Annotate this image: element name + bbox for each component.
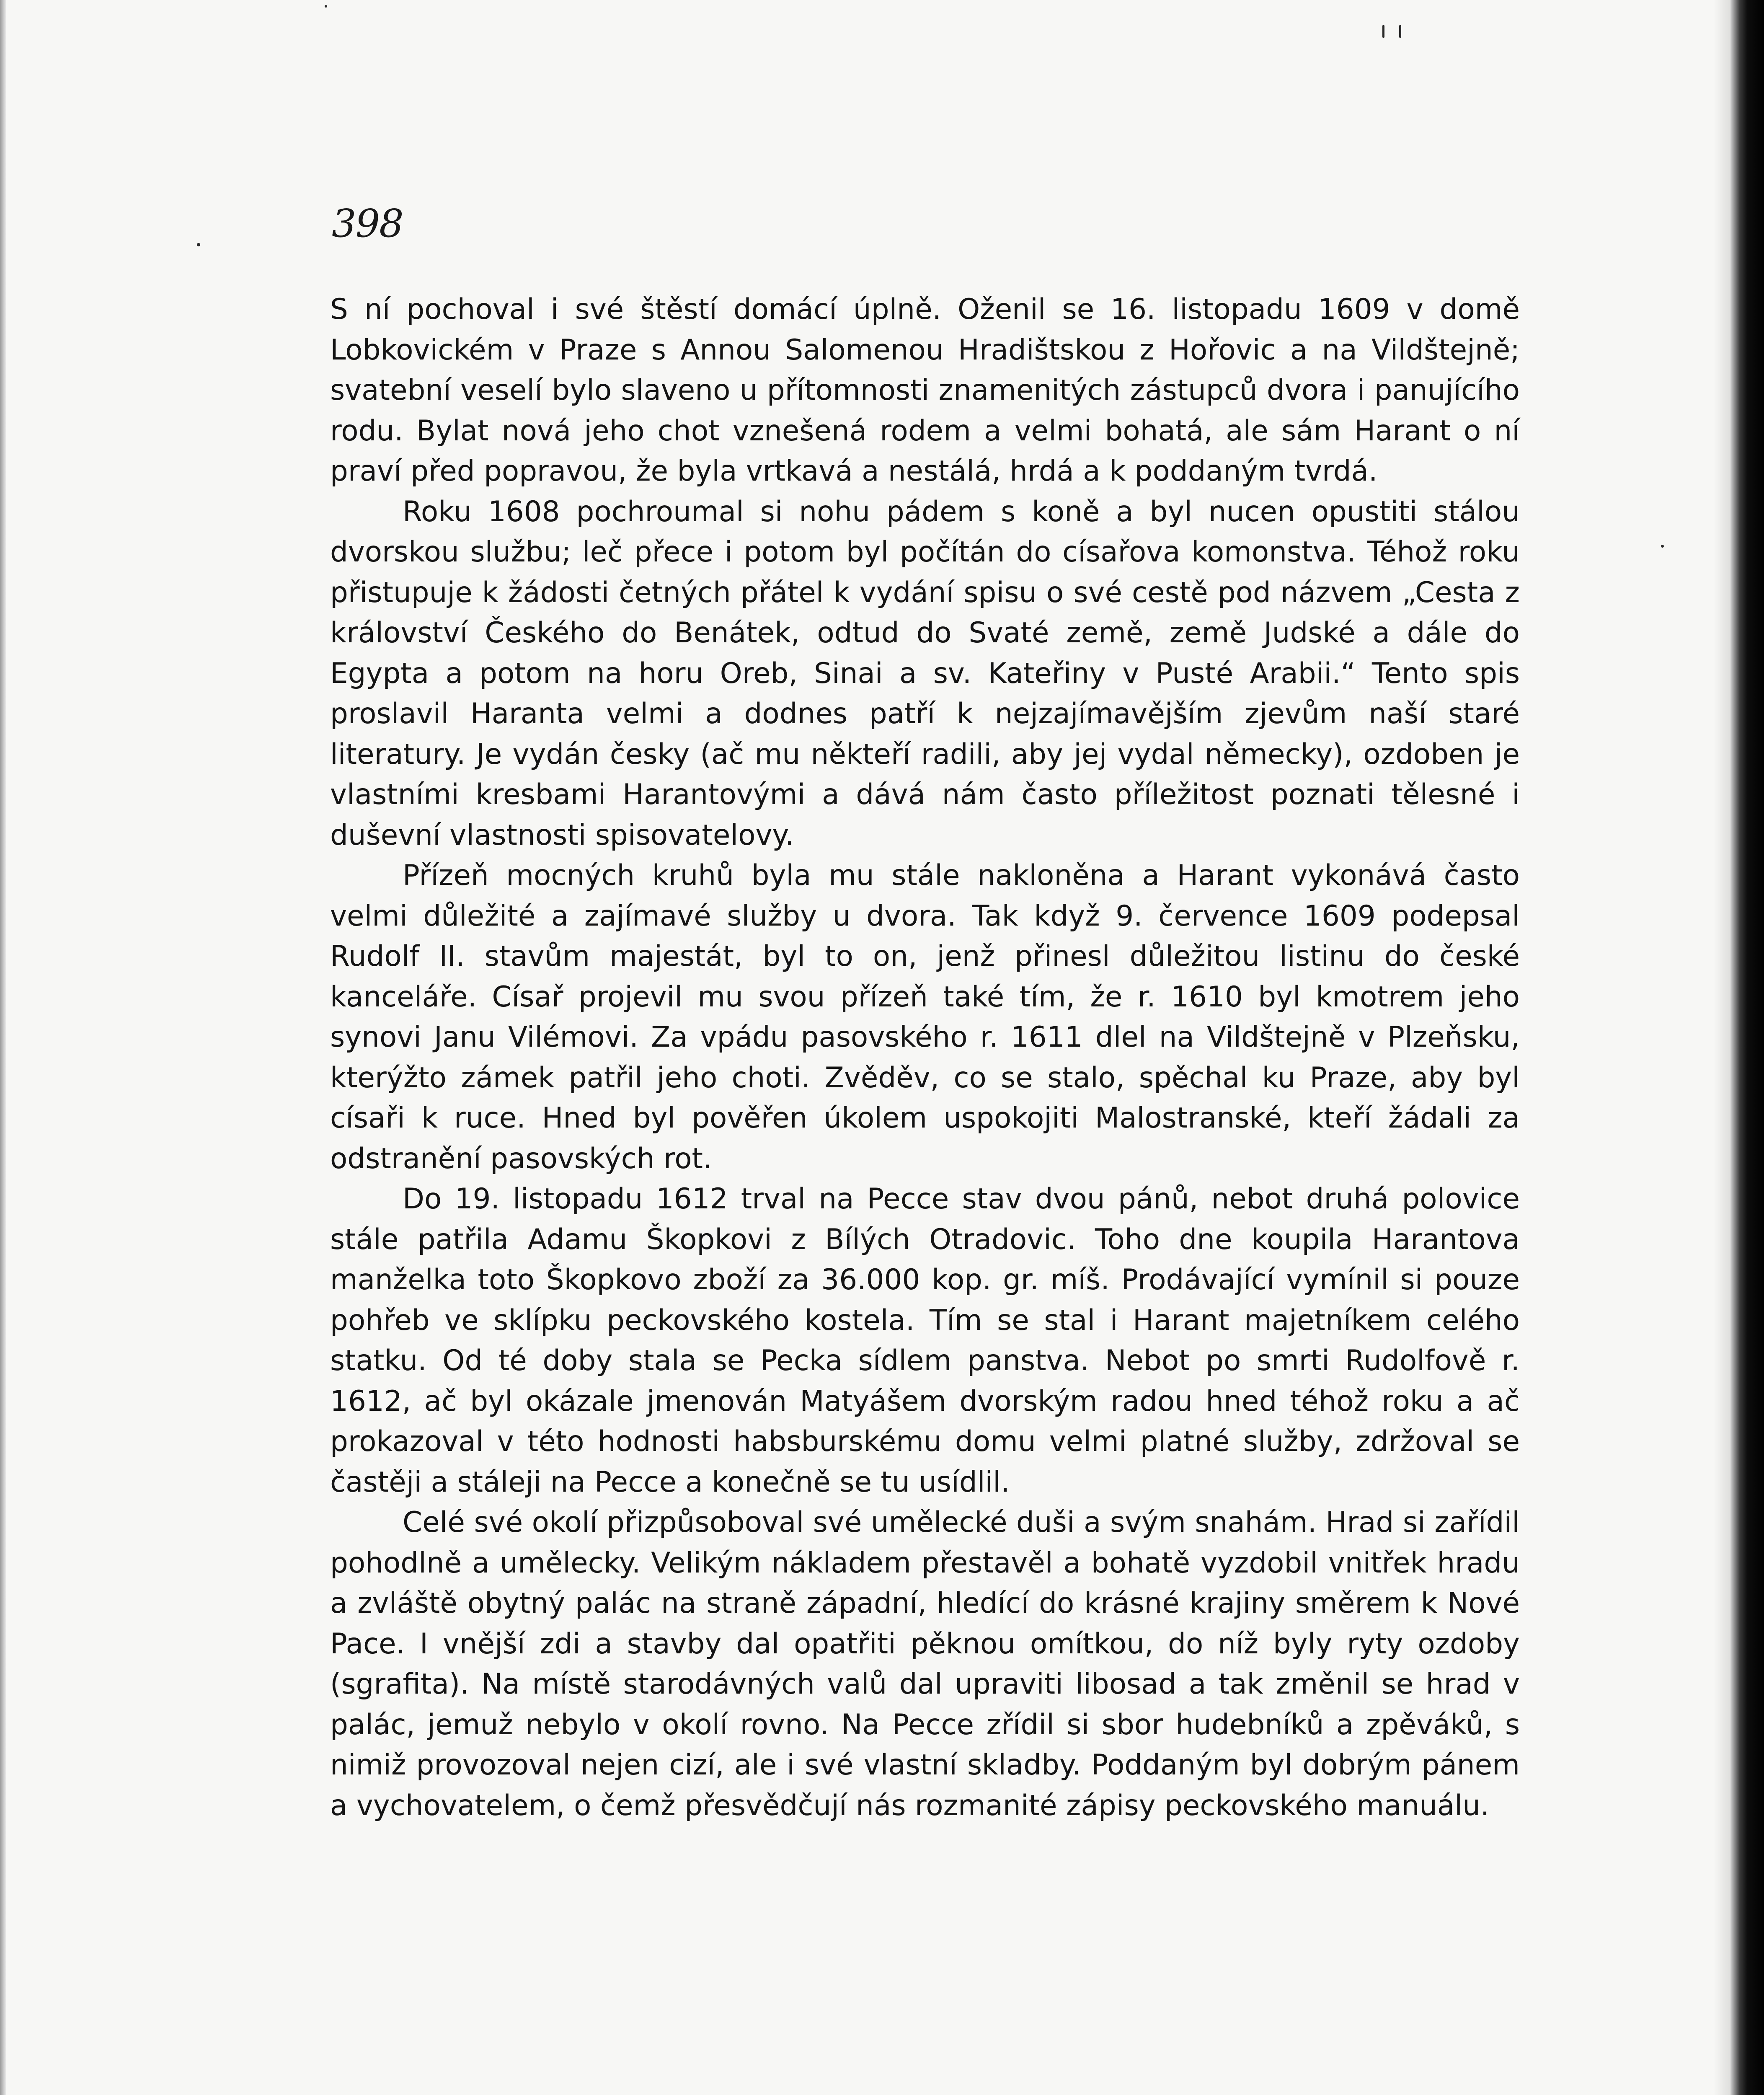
page-binding-shadow	[1714, 0, 1730, 2095]
speck	[1399, 25, 1401, 38]
scan-border-right	[1730, 0, 1764, 2095]
page-left-edge	[0, 0, 6, 2095]
paragraph: Roku 1608 pochroumal si nohu pádem s koně a byl nucen opustiti stálou dvorskou službu; leč přece i potom byl počítán do císařova komonstva. Téhož roku přistupuje k žádosti četných přátel k vydání spisu o své cestě pod názvem „Cesta z království Českého do Benátek, odtud do Svaté země, země Judské a dále do Egypta a potom na horu Oreb, Sinai a sv. Kateřiny v Pusté Arabii.“ Tento spis proslavil Haranta velmi a dodnes patří k nejzajímavějším zjevům naší staré literatury. Je vydán česky (ač mu někteří radili, aby jej vydal německy), ozdoben je vlastními kresbami Harantovými a dává nám často příležitost poznati tělesné i duševní vlastnosti spisovatelovy.	[330, 494, 1520, 851]
paragraph: Do 19. listopadu 1612 trval na Pecce stav dvou pánů, nebot druhá polovice stále patřila Adamu Škopkovi z Bílých Otradovic. Toho dne koupila Harantova manželka toto Škopkovo zboží za 36.000 kop. gr. míš. Prodávající vymínil si pouze pohřeb ve sklípku peckovského kostela. Tím se stal i Harant majetníkem celého statku. Od té doby stala se Pecka sídlem panstva. Nebot po smrti Rudolfově r. 1612, ač byl okázale jmenován Matyášem dvorským radou hned téhož roku a ač prokazoval v této hodnosti habsburskému domu velmi platné služby, zdržoval se častěji a stáleji na Pecce a konečně se tu usídlil.	[330, 1182, 1520, 1498]
speck	[197, 243, 200, 246]
speck	[1661, 545, 1664, 548]
paragraph: S ní pochoval i své štěstí domácí úplně. Oženil se 16. listopadu 1609 v domě Lobkovickém v Praze s Annou Salomenou Hradištskou z Hořovic a na Vildštejně; svatební veselí bylo slaveno u přítomnosti znamenitých zástupců dvora i panujícího rodu. Bylat nová jeho chot vznešená rodem a velmi bohatá, ale sám Harant o ní praví před popravou, že byla vrtkavá a nestálá, hrdá a k poddaným tvrdá.	[330, 292, 1520, 487]
page-number: 398	[332, 201, 403, 246]
speck	[1382, 25, 1384, 38]
body-text	[330, 289, 1520, 1826]
paragraph: Celé své okolí přizpůsoboval své umělecké duši a svým snahám. Hrad si zařídil pohodlně a umělecky. Velikým nákladem přestavěl a bohatě vyzdobil vnitřek hradu a zvláště obytný palác na straně západní, hledící do krásné krajiny směrem k Nové Pace. I vnější zdi a stavby dal opatřiti pěknou omítkou, do níž byly ryty ozdoby (sgrafita). Na místě starodávných valů dal upraviti libosad a tak změnil se hrad v palác, jemuž nebylo v okolí rovno. Na Pecce zřídil si sbor hudebníků a zpěváků, s nimiž provozoval nejen cizí, ale i své vlastní skladby. Poddaným byl dobrým pánem a vychovatelem, o čemž přesvědčují nás rozmanité zápisy peckovského manuálu.	[330, 1505, 1520, 1822]
speck	[325, 5, 327, 8]
paragraph: Přízeň mocných kruhů byla mu stále nakloněna a Harant vykonává často velmi důležité a zajímavé služby u dvora. Tak když 9. července 1609 podepsal Rudolf II. stavům majestát, byl to on, jenž přinesl důležitou listinu do české kanceláře. Císař projevil mu svou přízeň také tím, že r. 1610 byl kmotrem jeho synovi Janu Vilémovi. Za vpádu pasovského r. 1611 dlel na Vildštejně v Plzeňsku, kterýžto zámek patřil jeho choti. Zvěděv, co se stalo, spěchal ku Praze, aby byl císaři k ruce. Hned byl pověřen úkolem uspokojiti Malostranské, kteří žádali za odstranění pasovských rot.	[330, 859, 1520, 1175]
